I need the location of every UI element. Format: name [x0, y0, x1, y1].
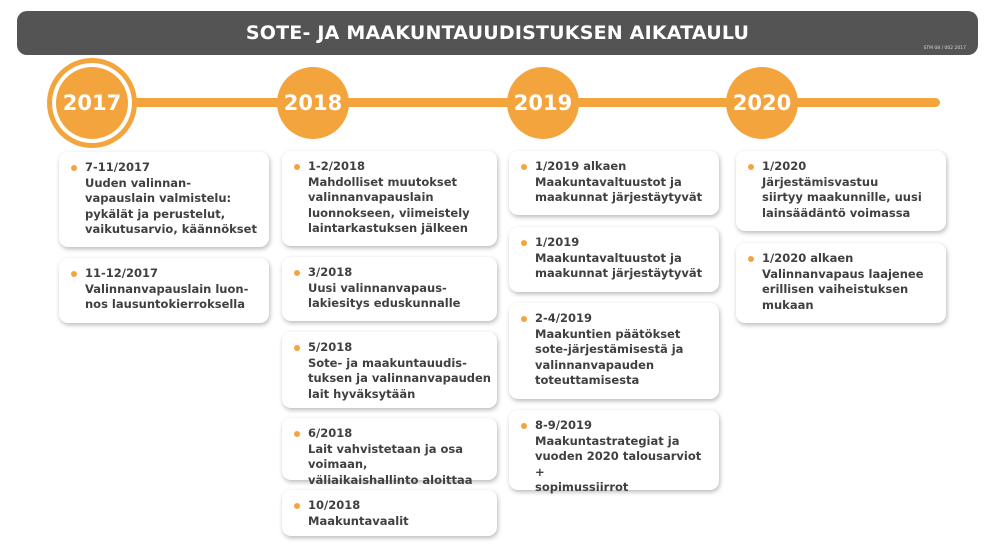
- milestone-text: Valinnanvapaus laajenee erillisen vaiheistuksen mukaan: [762, 266, 924, 312]
- milestone-text: Maakuntavaalit: [308, 513, 409, 528]
- document-code: STM 08 / 002 2017: [923, 46, 966, 51]
- milestone-text: Maakuntavaltuustot ja maakunnat järjestäytyvät: [535, 250, 703, 280]
- milestone-date: 10/2018: [308, 498, 361, 512]
- milestone-card: [59, 258, 269, 323]
- milestone-card: [282, 418, 497, 487]
- milestone-text: Lait vahvistetaan ja osa voimaan, väliaikaishallinto aloittaa: [308, 441, 473, 487]
- bullet-icon: [294, 431, 300, 437]
- milestone-date: 11-12/2017: [85, 266, 158, 280]
- bullet-icon: [748, 164, 754, 170]
- bullet-icon: [294, 270, 300, 276]
- page-title: SOTE- JA MAAKUNTAUUDISTUKSEN AIKATAULU: [245, 22, 750, 44]
- milestone-date: 1/2019: [535, 235, 580, 249]
- milestone-card: [736, 243, 946, 323]
- milestone-date: 1/2020 alkaen: [762, 251, 854, 265]
- milestone-date: 1-2/2018: [308, 159, 365, 173]
- milestone-date: 1/2020: [762, 159, 807, 173]
- milestone-card: [509, 227, 719, 292]
- bullet-icon: [521, 164, 527, 170]
- milestone-card: [282, 490, 497, 536]
- milestone-card: [282, 332, 497, 408]
- year-2020-circle: 2020: [726, 67, 798, 139]
- milestone-text: Maakuntien päätökset sote-järjestämisestä ja valinnanvapauden toteuttamisesta: [535, 326, 684, 387]
- year-2019-circle: 2019: [507, 67, 579, 139]
- milestone-card: [509, 410, 719, 494]
- bullet-icon: [71, 271, 77, 277]
- milestone-text: Järjestämisvastuu siirtyy maakunnille, uusi lainsäädäntö voimassa: [762, 174, 922, 220]
- milestone-date: 2-4/2019: [535, 311, 592, 325]
- milestone-text: Uusi valinnanvapaus- lakiesitys eduskunnalle: [308, 280, 461, 310]
- milestone-date: 3/2018: [308, 265, 353, 279]
- milestone-text: Sote- ja maakuntauudis- tuksen ja valinnanvapauden lait hyväksytään: [308, 355, 491, 401]
- bullet-icon: [294, 345, 300, 351]
- milestone-card: [282, 257, 497, 321]
- bullet-icon: [521, 423, 527, 429]
- milestone-text: Valinnanvapauslain luon- nos lausuntokierroksella: [85, 281, 249, 311]
- milestone-date: 7-11/2017: [85, 160, 150, 174]
- milestone-date: 1/2019 alkaen: [535, 159, 627, 173]
- milestone-card: [736, 151, 946, 231]
- milestone-text: Mahdolliset muutokset valinnanvapauslain luonnokseen, viimeistely laintarkastuksen jälkeen: [308, 174, 470, 235]
- bullet-icon: [521, 316, 527, 322]
- year-2017-circle: 2017: [56, 67, 128, 139]
- milestone-card: [509, 151, 719, 215]
- milestone-text: Maakuntavaltuustot ja maakunnat järjestäytyvät: [535, 174, 703, 204]
- year-2018-circle: 2018: [277, 67, 349, 139]
- milestone-card: [282, 151, 497, 246]
- milestone-date: 5/2018: [308, 340, 353, 354]
- milestone-text: Maakuntastrategiat ja vuoden 2020 talousarviot + sopimussiirrot: [535, 433, 702, 494]
- bullet-icon: [748, 256, 754, 262]
- milestone-date: 6/2018: [308, 426, 353, 440]
- bullet-icon: [294, 503, 300, 509]
- bullet-icon: [294, 164, 300, 170]
- milestone-card: [59, 152, 269, 247]
- bullet-icon: [521, 240, 527, 246]
- milestone-card: [509, 303, 719, 399]
- bullet-icon: [71, 165, 77, 171]
- milestone-text: Uuden valinnan- vapauslain valmistelu: pykälät ja perustelut, vaikutusarvio, käännökset: [85, 175, 257, 236]
- title-bar: [17, 11, 978, 55]
- milestone-date: 8-9/2019: [535, 418, 592, 432]
